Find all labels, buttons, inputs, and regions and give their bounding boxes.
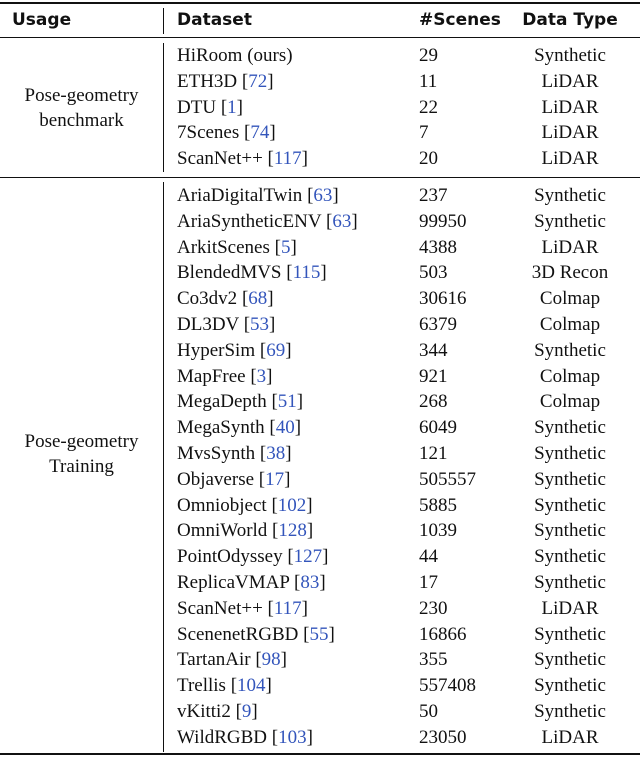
scenes-cell: 22 — [419, 96, 438, 118]
data-type-cell: Synthetic — [534, 546, 606, 568]
dataset-name: ScanNet++ — [177, 597, 263, 619]
scenes-cell: 1039 — [419, 520, 457, 542]
citation-link[interactable]: 63 — [332, 210, 352, 232]
scenes-cell: 6049 — [419, 417, 457, 439]
scenes-cell: 99950 — [419, 210, 467, 232]
scenes-cell: 23050 — [419, 726, 467, 748]
table-row — [0, 338, 640, 364]
dataset-cell: vKitti2 [9] — [177, 701, 258, 722]
dataset-name: ScenenetRGBD — [177, 623, 299, 645]
scenes-cell: 355 — [419, 649, 448, 671]
scenes-cell: 7 — [419, 122, 429, 144]
dataset-name: MvsSynth — [177, 443, 256, 464]
citation-link[interactable]: 9 — [241, 701, 252, 722]
citation-link[interactable]: 68 — [248, 288, 268, 310]
data-type-cell: Colmap — [539, 288, 601, 310]
dataset-name: Co3dv2 — [177, 288, 238, 310]
header-rule — [0, 37, 640, 38]
table-row — [0, 725, 640, 751]
data-type-cell: Synthetic — [534, 185, 606, 206]
dataset-cell: ScenenetRGBD [55] — [177, 623, 335, 645]
data-type-cell: Synthetic — [534, 675, 606, 697]
dataset-cell: DL3DV [53] — [177, 314, 276, 335]
citation-link[interactable]: 72 — [248, 70, 268, 92]
table-row — [0, 146, 640, 172]
dataset-cell: ArkitScenes [5] — [177, 236, 297, 258]
dataset-cell: ReplicaVMAP [83] — [177, 572, 326, 593]
citation-link[interactable]: 5 — [280, 236, 291, 258]
citation-link[interactable]: 69 — [266, 339, 286, 361]
dataset-name: MegaDepth — [177, 391, 267, 413]
table-row — [0, 69, 640, 95]
dataset-cell: Objaverse [17] — [177, 468, 291, 490]
dataset-cell: MegaDepth [51] — [177, 391, 304, 413]
citation-link[interactable]: 40 — [275, 417, 295, 439]
dataset-name: 7Scenes — [177, 122, 240, 144]
dataset-name: ArkitScenes — [177, 236, 270, 258]
data-type-cell: Synthetic — [534, 45, 606, 66]
dataset-name: MegaSynth — [177, 417, 265, 439]
data-type-cell: LiDAR — [541, 70, 599, 92]
scenes-cell: 268 — [419, 391, 448, 413]
data-type-cell: LiDAR — [541, 236, 599, 258]
scenes-cell: 50 — [419, 701, 438, 722]
dataset-cell — [177, 43, 293, 69]
table-row — [0, 183, 640, 209]
top-rule — [0, 2, 640, 4]
citation-link[interactable]: 53 — [250, 314, 270, 335]
scenes-cell: 503 — [419, 262, 448, 284]
scenes-cell: 44 — [419, 546, 438, 568]
dataset-cell: WildRGBD [103] — [177, 726, 313, 748]
dataset-name: HyperSim — [177, 339, 256, 361]
table-row — [0, 518, 640, 544]
citation-link[interactable]: 38 — [266, 443, 286, 464]
dataset-name: Omniobject — [177, 494, 267, 516]
group-rule — [0, 177, 640, 178]
dataset-cell: BlendedMVS [115] — [177, 262, 327, 284]
dataset-cell: HyperSim [69] — [177, 339, 292, 361]
data-type-cell: Colmap — [539, 314, 601, 335]
header-divider — [163, 8, 164, 34]
citation-link[interactable]: 51 — [277, 391, 297, 413]
scenes-cell: 20 — [419, 148, 438, 170]
group-label-line: Pose-geometry — [24, 85, 139, 106]
dataset-name: ReplicaVMAP — [177, 572, 290, 593]
table-row — [0, 647, 640, 673]
dataset-name: AriaSyntheticENV — [177, 210, 322, 232]
citation-link[interactable]: 17 — [265, 468, 285, 490]
scenes-cell: 121 — [419, 443, 448, 464]
citation-link[interactable]: 83 — [300, 572, 320, 593]
data-type-cell: LiDAR — [541, 122, 599, 144]
data-type-cell: LiDAR — [541, 726, 599, 748]
scenes-cell: 29 — [419, 45, 438, 66]
dataset-cell: DTU [1] — [177, 96, 243, 118]
dataset-name: DL3DV — [177, 314, 239, 335]
citation-link[interactable]: 63 — [313, 185, 333, 206]
dataset-cell: Trellis [104] — [177, 675, 272, 697]
table-row — [0, 235, 640, 261]
citation-link[interactable]: 55 — [309, 623, 329, 645]
dataset-name: Trellis — [177, 675, 226, 697]
table-row — [0, 596, 640, 622]
data-type-cell: Colmap — [539, 365, 601, 387]
citation-link[interactable]: 115 — [292, 262, 321, 284]
dataset-name: OmniWorld — [177, 520, 268, 542]
data-type-cell: Synthetic — [534, 339, 606, 361]
group-label-line: Pose-geometry — [24, 431, 139, 452]
scenes-cell: 230 — [419, 597, 448, 619]
citation-link[interactable]: 1 — [227, 96, 237, 118]
data-type-cell: Colmap — [539, 391, 601, 413]
citation-link[interactable]: 117 — [273, 597, 302, 619]
table-row — [0, 389, 640, 415]
header-usage: Usage — [12, 10, 72, 30]
dataset-name: BlendedMVS — [177, 262, 282, 284]
dataset-cell: PointOdyssey [127] — [177, 546, 329, 568]
data-type-cell: Synthetic — [534, 520, 606, 542]
table-row — [0, 286, 640, 312]
scenes-cell: 17 — [419, 572, 438, 593]
table-row — [0, 441, 640, 467]
table-row — [0, 544, 640, 570]
header-data-type: Data Type — [522, 10, 618, 30]
table-row — [0, 673, 640, 699]
table-row — [0, 415, 640, 441]
dataset-cell: AriaDigitalTwin [63] — [177, 185, 339, 206]
dataset-name: Objaverse — [177, 468, 255, 490]
dataset-cell: Co3dv2 [68] — [177, 288, 274, 310]
scenes-cell: 557408 — [419, 675, 476, 697]
data-type-cell: Synthetic — [534, 572, 606, 593]
scenes-cell: 505557 — [419, 468, 476, 490]
table-row — [0, 493, 640, 519]
citation-link[interactable]: 3 — [256, 365, 267, 387]
dataset-cell: AriaSyntheticENV [63] — [177, 210, 358, 232]
dataset-cell: MvsSynth [38] — [177, 443, 292, 464]
data-type-cell: LiDAR — [541, 96, 599, 118]
data-type-cell: LiDAR — [541, 597, 599, 619]
data-type-cell: Synthetic — [534, 210, 606, 232]
header-scenes: #Scenes — [419, 10, 501, 30]
group-label-line: Training — [49, 456, 114, 477]
table-row — [0, 120, 640, 146]
dataset-name: WildRGBD — [177, 726, 268, 748]
table-row — [0, 209, 640, 235]
scenes-cell: 16866 — [419, 623, 467, 645]
dataset-name: ETH3D — [177, 70, 238, 92]
dataset-cell: OmniWorld [128] — [177, 520, 314, 542]
table-row — [0, 312, 640, 338]
citation-link[interactable]: 127 — [293, 546, 323, 568]
data-type-cell: Synthetic — [534, 623, 606, 645]
citation-link[interactable]: 98 — [261, 649, 281, 671]
scenes-cell: 6379 — [419, 314, 457, 335]
citation-link[interactable]: 74 — [250, 122, 270, 144]
citation-link[interactable]: 104 — [237, 675, 266, 697]
table-row — [0, 260, 640, 286]
dataset-name: TartanAir — [177, 649, 251, 671]
scenes-cell: 4388 — [419, 236, 457, 258]
citation-link[interactable]: 117 — [273, 148, 302, 170]
data-type-cell: LiDAR — [541, 148, 599, 170]
group-label-line: benchmark — [39, 110, 124, 131]
data-type-cell: Synthetic — [534, 649, 606, 671]
dataset-cell: MegaSynth [40] — [177, 417, 302, 439]
scenes-cell: 5885 — [419, 494, 457, 516]
table-row — [0, 467, 640, 493]
scenes-cell: 30616 — [419, 288, 467, 310]
table-row — [0, 95, 640, 121]
dataset-name: ScanNet++ — [177, 148, 263, 170]
dataset-name: MapFree — [177, 365, 246, 387]
dataset-cell: Omniobject [102] — [177, 494, 313, 516]
data-type-cell: Synthetic — [534, 417, 606, 439]
dataset-name: PointOdyssey — [177, 546, 283, 568]
dataset-name: HiRoom (ours) — [177, 45, 293, 66]
dataset-name: AriaDigitalTwin — [177, 185, 303, 206]
dataset-cell: ETH3D [72] — [177, 70, 274, 92]
dataset-cell: ScanNet++ [117] — [177, 597, 308, 619]
data-type-cell: Synthetic — [534, 701, 606, 722]
data-type-cell: 3D Recon — [531, 262, 609, 284]
dataset-cell: 7Scenes [74] — [177, 122, 276, 144]
scenes-cell: 11 — [419, 70, 438, 92]
data-type-cell: Synthetic — [534, 494, 606, 516]
table-row — [0, 699, 640, 725]
citation-link[interactable]: 128 — [278, 520, 307, 542]
data-type-cell: Synthetic — [534, 468, 606, 490]
table-row — [0, 364, 640, 390]
table-row — [0, 622, 640, 648]
dataset-cell: MapFree [3] — [177, 365, 273, 387]
header-dataset: Dataset — [177, 10, 252, 30]
scenes-cell: 237 — [419, 185, 448, 206]
table-row — [0, 43, 640, 69]
dataset-name: DTU — [177, 96, 217, 118]
dataset-cell: ScanNet++ [117] — [177, 148, 308, 170]
bottom-rule — [0, 753, 640, 755]
data-type-cell: Synthetic — [534, 443, 606, 464]
dataset-cell: TartanAir [98] — [177, 649, 287, 671]
citation-link[interactable]: 103 — [278, 726, 307, 748]
scenes-cell: 344 — [419, 339, 448, 361]
scenes-cell: 921 — [419, 365, 448, 387]
dataset-name: vKitti2 — [177, 701, 231, 722]
table-row — [0, 570, 640, 596]
citation-link[interactable]: 102 — [277, 494, 307, 516]
